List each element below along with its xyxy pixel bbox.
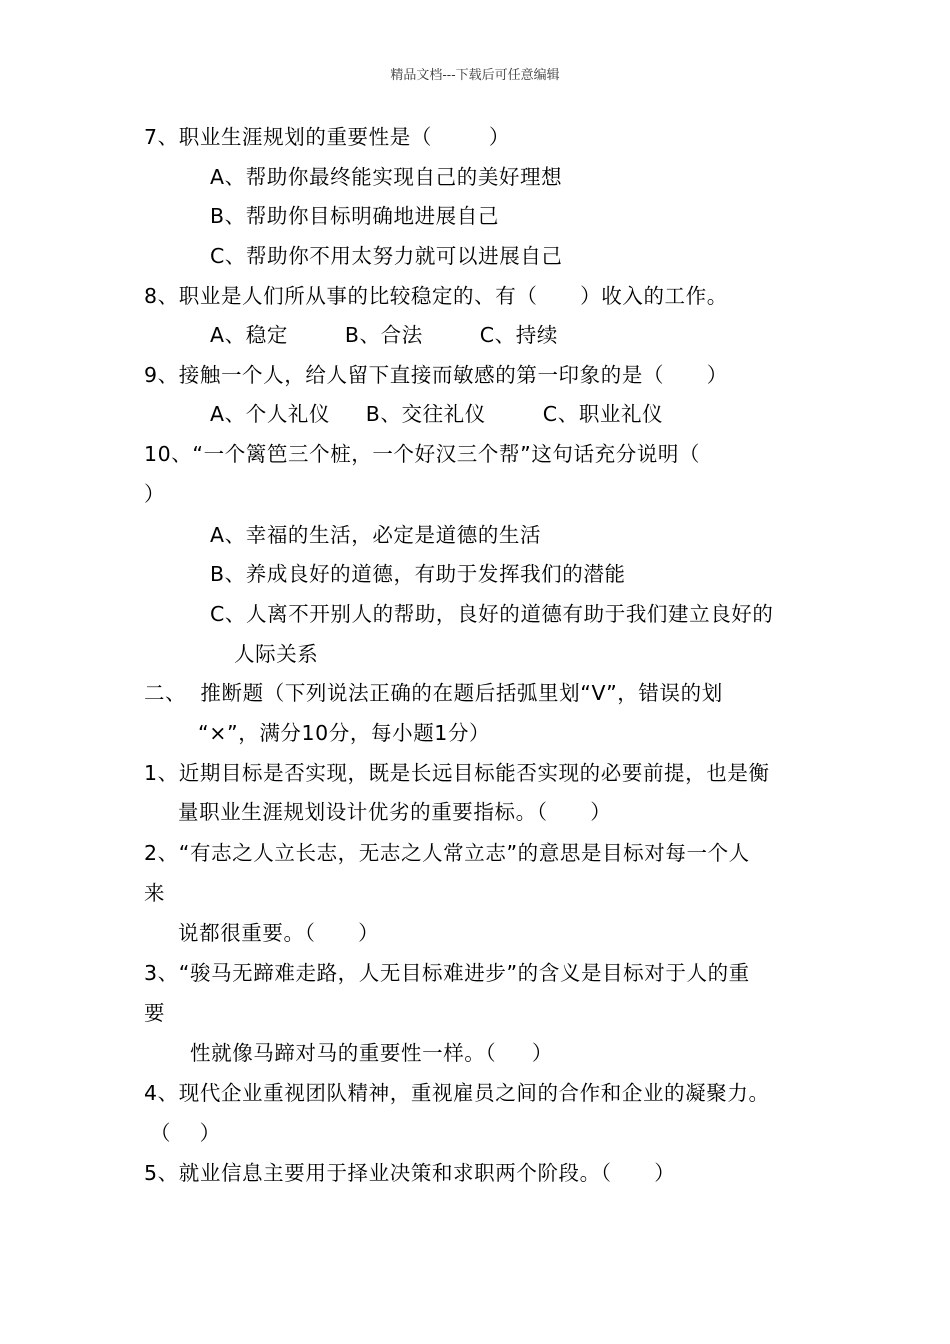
question-8-options: A、稳定 B、合法 C、持续 xyxy=(210,323,558,347)
question-7: 7、职业生涯规划的重要性是（ ） xyxy=(144,125,510,149)
judgment-3: 3、“骏马无蹄难走路，人无目标难进步”的含义是目标对于人的重 xyxy=(144,961,750,985)
question-7-option-b: B、帮助你目标明确地进展自己 xyxy=(210,204,499,228)
question-10-continuation: ） xyxy=(144,482,166,506)
judgment-2: 2、“有志之人立长志，无志之人常立志”的意思是目标对每一个人 xyxy=(144,841,750,865)
question-10-option-a: A、幸福的生活，必定是道德的生活 xyxy=(210,523,542,547)
question-10-option-c-continuation: 人际关系 xyxy=(234,642,319,666)
section-2-heading-continuation: “×”，满分10分，每小题1分） xyxy=(198,721,491,745)
judgment-4: 4、现代企业重视团队精神，重视雇员之间的合作和企业的凝聚力。 xyxy=(144,1081,770,1105)
question-10: 10、“一个篱笆三个桩，一个好汉三个帮”这句话充分说明（ xyxy=(144,442,701,466)
judgment-1-continuation: 量职业生涯规划设计优劣的重要指标。（ ） xyxy=(178,800,612,824)
section-2-heading: 二、 推断题（下列说法正确的在题后括弧里划“V”，错误的划 xyxy=(144,681,723,705)
judgment-3-continuation: 性就像马蹄对马的重要性一样。（ ） xyxy=(190,1041,553,1065)
judgment-5: 5、就业信息主要用于择业决策和求职两个阶段。（ ） xyxy=(144,1161,676,1185)
question-7-option-a: A、帮助你最终能实现自己的美好理想 xyxy=(210,165,563,189)
question-9: 9、接触一个人，给人留下直接而敏感的第一印象的是（ ） xyxy=(144,363,728,387)
judgment-4-continuation: （ ） xyxy=(150,1121,221,1145)
judgment-1: 1、近期目标是否实现，既是长远目标能否实现的必要前提，也是衡 xyxy=(144,761,770,785)
page-header: 精品文档---下载后可任意编辑 xyxy=(390,68,560,83)
question-8: 8、职业是人们所从事的比较稳定的、有（ ）收入的工作。 xyxy=(144,284,728,308)
question-9-options: A、个人礼仪 B、交往礼仪 C、职业礼仪 xyxy=(210,402,664,426)
judgment-3-wrap: 要 xyxy=(144,1001,166,1025)
question-7-option-c: C、帮助你不用太努力就可以进展自己 xyxy=(210,244,563,268)
question-10-option-c: C、人离不开别人的帮助，良好的道德有助于我们建立良好的 xyxy=(210,602,774,626)
judgment-2-wrap: 来 xyxy=(144,881,166,905)
judgment-2-continuation: 说都很重要。（ ） xyxy=(178,921,380,945)
question-10-option-b: B、养成良好的道德，有助于发挥我们的潜能 xyxy=(210,562,626,586)
